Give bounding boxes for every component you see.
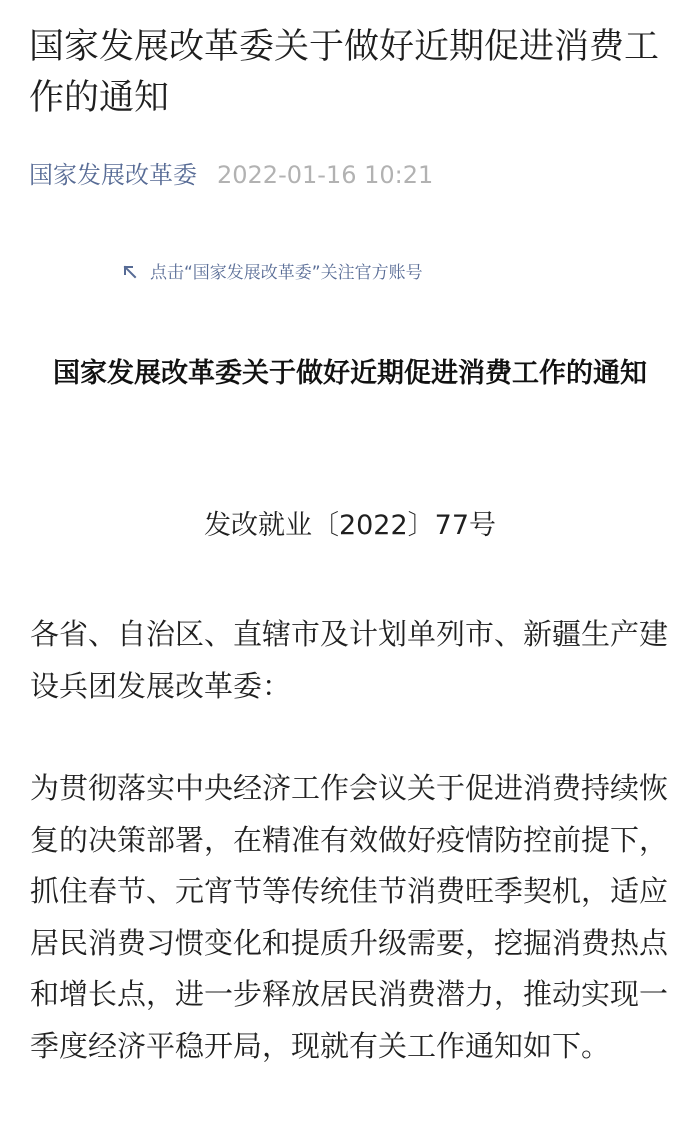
arrow-up-left-icon bbox=[122, 264, 138, 280]
follow-tip-text: 点击“国家发展改革委”关注官方账号 bbox=[150, 263, 423, 283]
document-heading: 国家发展改革委关于做好近期促进消费工作的通知 bbox=[53, 358, 647, 389]
addressee-paragraph: 各省、自治区、直辖市及计划单列市、新疆生产建设兵团发展改革委： bbox=[30, 617, 669, 703]
publish-time: 2022-01-16 10:21 bbox=[217, 161, 434, 189]
article-title: 国家发展改革委关于做好近期促进消费工作的通知 bbox=[29, 27, 660, 118]
body-paragraph: 为贯彻落实中央经济工作会议关于促进消费持续恢复的决策部署，在精准有效做好疫情防控前提下，抓住春节、元宵节等传统佳节消费旺季契机，适应居民消费习惯变化和提质升级需要，挖掘消费热点和增长点，进一步释放居民消费潜力，推动实现一季度经济平稳开局，现就有关工作通知如下。 bbox=[30, 771, 669, 1063]
follow-account-tip[interactable] bbox=[122, 258, 423, 288]
account-name-link[interactable]: 国家发展改革委 bbox=[29, 161, 197, 189]
article-meta bbox=[29, 155, 433, 195]
document-number: 发改就业〔2022〕77号 bbox=[203, 510, 497, 541]
